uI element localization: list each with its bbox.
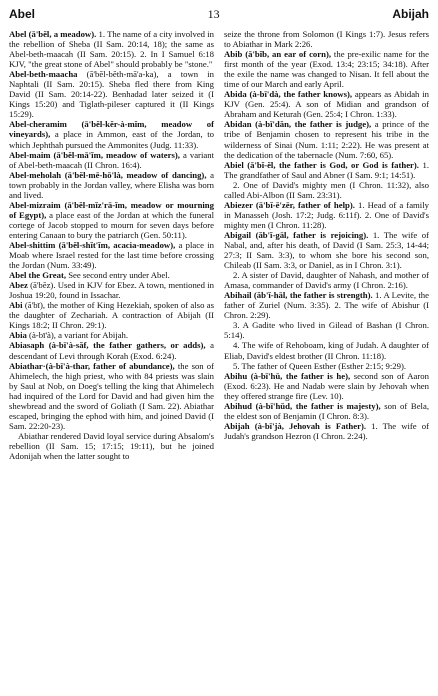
entry-headword: Abiathar·(à-bī'à-thar, father of abundance), (9, 360, 175, 371)
dictionary-entry (9, 330, 214, 340)
left-column (9, 29, 214, 461)
dictionary-entry (9, 119, 214, 149)
entry-definition: a variant of Abel-beth-maacah (II Chron. 16:4). (9, 149, 214, 170)
entry-headword: Abidan (à-bī'dăn, the father is judge), (224, 119, 372, 130)
dictionary-entry (9, 170, 214, 200)
entry-definition: appears as Abidah in KJV (Gen. 25:4). A son of Midian and grandson of Abraham and Keturah (Gen. 25:4; I Chron. 1:33). (224, 89, 429, 120)
dictionary-entry (224, 371, 429, 401)
entry-definition: 1. Head of a family in Manasseh (Josh. 17:2; Judg. 6:11f). 2. One of David's mighty men (I Chron. 11:28). (224, 199, 429, 230)
entry-definition: a town probably in the Jordan valley, where Elisha was born and lived. (9, 169, 214, 200)
entry-headword: Abihail (ăb'ĭ-hāl, the father is strength). (224, 290, 373, 301)
dictionary-entry (224, 29, 429, 49)
entry-definition: 2. One of David's mighty men (I Chron. 11:32), also called Abi-Albon (II Sam. 23:31). (224, 179, 429, 200)
entry-definition: 3. A Gadite who lived in Gilead of Bashan (I Chron. 5:14). (224, 320, 429, 341)
dictionary-entry (224, 49, 429, 89)
dictionary-entry (9, 300, 214, 330)
dictionary-entry (9, 431, 214, 461)
entry-definition: 5. The father of Queen Esther (Esther 2:15; 9:29). (233, 360, 407, 371)
running-header (9, 7, 429, 25)
entry-headword: Abiasaph (à-bī'à-săf, the father gathers, or adds), (9, 340, 206, 351)
dictionary-entry (224, 270, 429, 290)
right-column (224, 29, 429, 461)
entry-headword: Abi (9, 300, 23, 311)
entry-definition: a descendant of Levi through Korah (Exod. 6:24). (9, 340, 214, 361)
entry-definition: (ā'bĕz). Used in KJV for Ebez. A town, mentioned in Joshua 19:20, found in Issachar. (9, 280, 214, 301)
entry-headword: Abida (à-bī'dà, the father knows), (224, 89, 353, 100)
dictionary-entry (9, 270, 214, 280)
entry-definition: a place east of the Jordan at which the funeral cortege of Jacob stopped to mourn for seven days before entering Canaan to bury the patriarch (Gen. 50:11). (9, 209, 214, 240)
entry-definition: See second entry under Abel. (66, 270, 170, 281)
dictionary-entry (9, 200, 214, 240)
entry-definition: a place in Ammon, east of the Jordan, to which Jephthah pursued the Ammonites (Judg. 11:33). (9, 129, 214, 150)
entry-definition: a prince of the tribe of Benjamin chosen to represent his tribe in the wilderness of Sinai (Num. 1:11; 2:22). He was present at the dedication of the tabernacle (Num. 7:60, 65). (224, 119, 429, 160)
entry-headword: Abiezer (ā'bĭ-ē'zēr, father of help). (224, 199, 355, 210)
entry-headword: Abel the Great, (9, 270, 67, 281)
entry-definition: the pre-exilic name for the first month of the year (Exod. 13:4; 23:15; 34:18). After the exile the name was changed to Nisan. It fell about the time of our March and early April. (224, 49, 429, 90)
dictionary-entry (9, 240, 214, 270)
header-first-entry: Abel (9, 7, 36, 21)
entry-definition: 1. The grandfather of Saul and Abner (I Sam. 9:1; 14:51). (224, 159, 429, 180)
entry-definition: (ā'bĕl-bĕth-mā'a-ka), a town in Naphtali (II Sam. 20:15). Sheba fled there from King David (II Sam. 20:14-22). Benhadad later seized it (I Kings 15:20) and Tiglath-pileser captured it (II Kings 15:29). (9, 69, 214, 120)
dictionary-entry (224, 290, 429, 320)
dictionary-entry (224, 89, 429, 119)
entry-headword: Abel-mizraim (ā'bĕl-mĭz'rā-ĭm, meadow or mourning of Egypt), (9, 199, 214, 220)
dictionary-entry (224, 421, 429, 441)
entry-headword: Abiel (ā'bĭ-ĕl, the father is God, or God is father). (224, 159, 419, 170)
dictionary-entry (224, 119, 429, 159)
entry-definition: seize the throne from Solomon (I Kings 1:7). Jesus refers to Abiathar in Mark 2:26. (224, 29, 429, 50)
dictionary-entry (9, 69, 214, 119)
entry-definition: 2. A sister of David, daughter of Nahash, and mother of Amasa, commander of David's army (I Chron. 2:16). (224, 270, 429, 291)
entry-headword: Abihud (à-bī'hŭd, the father is majesty), (224, 400, 381, 411)
dictionary-entry (9, 280, 214, 300)
dictionary-entry (224, 340, 429, 360)
page-number: 13 (207, 7, 220, 21)
dictionary-entry (224, 200, 429, 230)
entry-headword: Abel-meholah (ā'bĕl-mē-hō'là, meadow of dancing), (9, 169, 207, 180)
entry-headword: Abez (9, 280, 28, 291)
entry-definition: a place in Moab where Israel rested for the last time before crossing the Jordan (Num. 33:49). (9, 239, 214, 271)
dictionary-entry (224, 320, 429, 340)
dictionary-entry (9, 361, 214, 431)
entry-definition: 1. The name of a city involved in the rebellion of Sheba (II Sam. 20:14, 18); the same as Abel-beth-maacah (II Sam. 20:15). 2. In I Samuel 6:18 KJV, "the great stone of Abel" should probably be "stone." (9, 29, 214, 70)
entry-definition: son of Bela, the eldest son of Benjamin (I Chron. 8:3). (224, 400, 429, 421)
entry-definition: 1. A Levite, the father of Zuriel (Num. 3:35). 2. The wife of Abishur (I Chron. 2:29). (224, 290, 429, 321)
entry-headword: Abel-beth-maacha (9, 69, 78, 80)
entry-headword: Abijah (à-bī'jà, Jehovah is Father). (224, 420, 367, 431)
entry-definition: second son of Aaron (Exod. 6:23). He and Nadab were slain by Jehovah when they offered strange fire (Lev. 10). (224, 370, 429, 401)
entry-headword: Abel-shittim (ā'bĕl-shĭt'ĭm, acacia-meadow), (9, 239, 176, 250)
entry-definition: (à-bī'à), a variant for Abijah. (26, 330, 129, 341)
entry-headword: Abib (ā'bĭb, an ear of corn), (224, 49, 332, 60)
dictionary-entry (224, 361, 429, 371)
entry-definition: 4. The wife of Rehoboam, king of Judah. A daughter of Eliab, David's eldest brother (II Chron. 11:18). (224, 340, 429, 361)
dictionary-entry (9, 150, 214, 170)
entry-definition: (ā'bī), the mother of King Hezekiah, spoken of also as the daughter of Zechariah. A contraction of Abijah (II Kings 18:2; II Chron. 29:1). (9, 300, 214, 331)
dictionary-entry (9, 29, 214, 69)
text-columns (9, 29, 429, 461)
entry-headword: Abia (9, 330, 27, 341)
dictionary-entry (224, 180, 429, 200)
dictionary-entry (9, 340, 214, 360)
entry-definition: the son of Ahimelech, the high priest, who with 84 priests was slain by Saul at Nob, on Doeg's telling the king that Ahimelech had inquired of the Lord for David and had given him the shewbread and the sword of Goliath (I Sam. 22). Abiathar escaped, bringing the ephod with him, and joined David (I Sam. 22:20-23). (9, 360, 214, 431)
dictionary-entry (224, 160, 429, 180)
entry-headword: Abel (ā'bĕl, a meadow). (9, 29, 97, 39)
entry-definition: 1. The wife of Judah's grandson Hezron (I Chron. 2:24). (224, 420, 429, 441)
entry-definition: Abiathar rendered David loyal service during Absalom's rebellion (II Sam. 15; 17:15; 19:11), but he joined Adonijah when the latter sought to (9, 430, 214, 461)
entry-headword: Abel-cheramim (ā'bĕl-kĕr-à-mĭm, meadow of vineyards), (9, 119, 214, 140)
entry-headword: Abel-maim (ā'bĕl-mā'ĭm, meadow of waters), (9, 149, 180, 160)
entry-definition: 1. The wife of Nabal, and, after his death, of David (I Sam. 25:3, 14-44; 27:3; II Sam. 3:3), to whom she bore his second son, Chileab (II Sam. 3:3, or Daniel, as in I Chron. 3:1). (224, 229, 429, 271)
header-last-entry: Abijah (392, 7, 429, 21)
dictionary-entry (224, 401, 429, 421)
dictionary-entry (224, 230, 429, 270)
entry-headword: Abigail (ăb'ĭ-gāl, father is rejoicing). (224, 229, 369, 240)
entry-headword: Abihu (à-bī'hū, the father is he), (224, 370, 351, 381)
